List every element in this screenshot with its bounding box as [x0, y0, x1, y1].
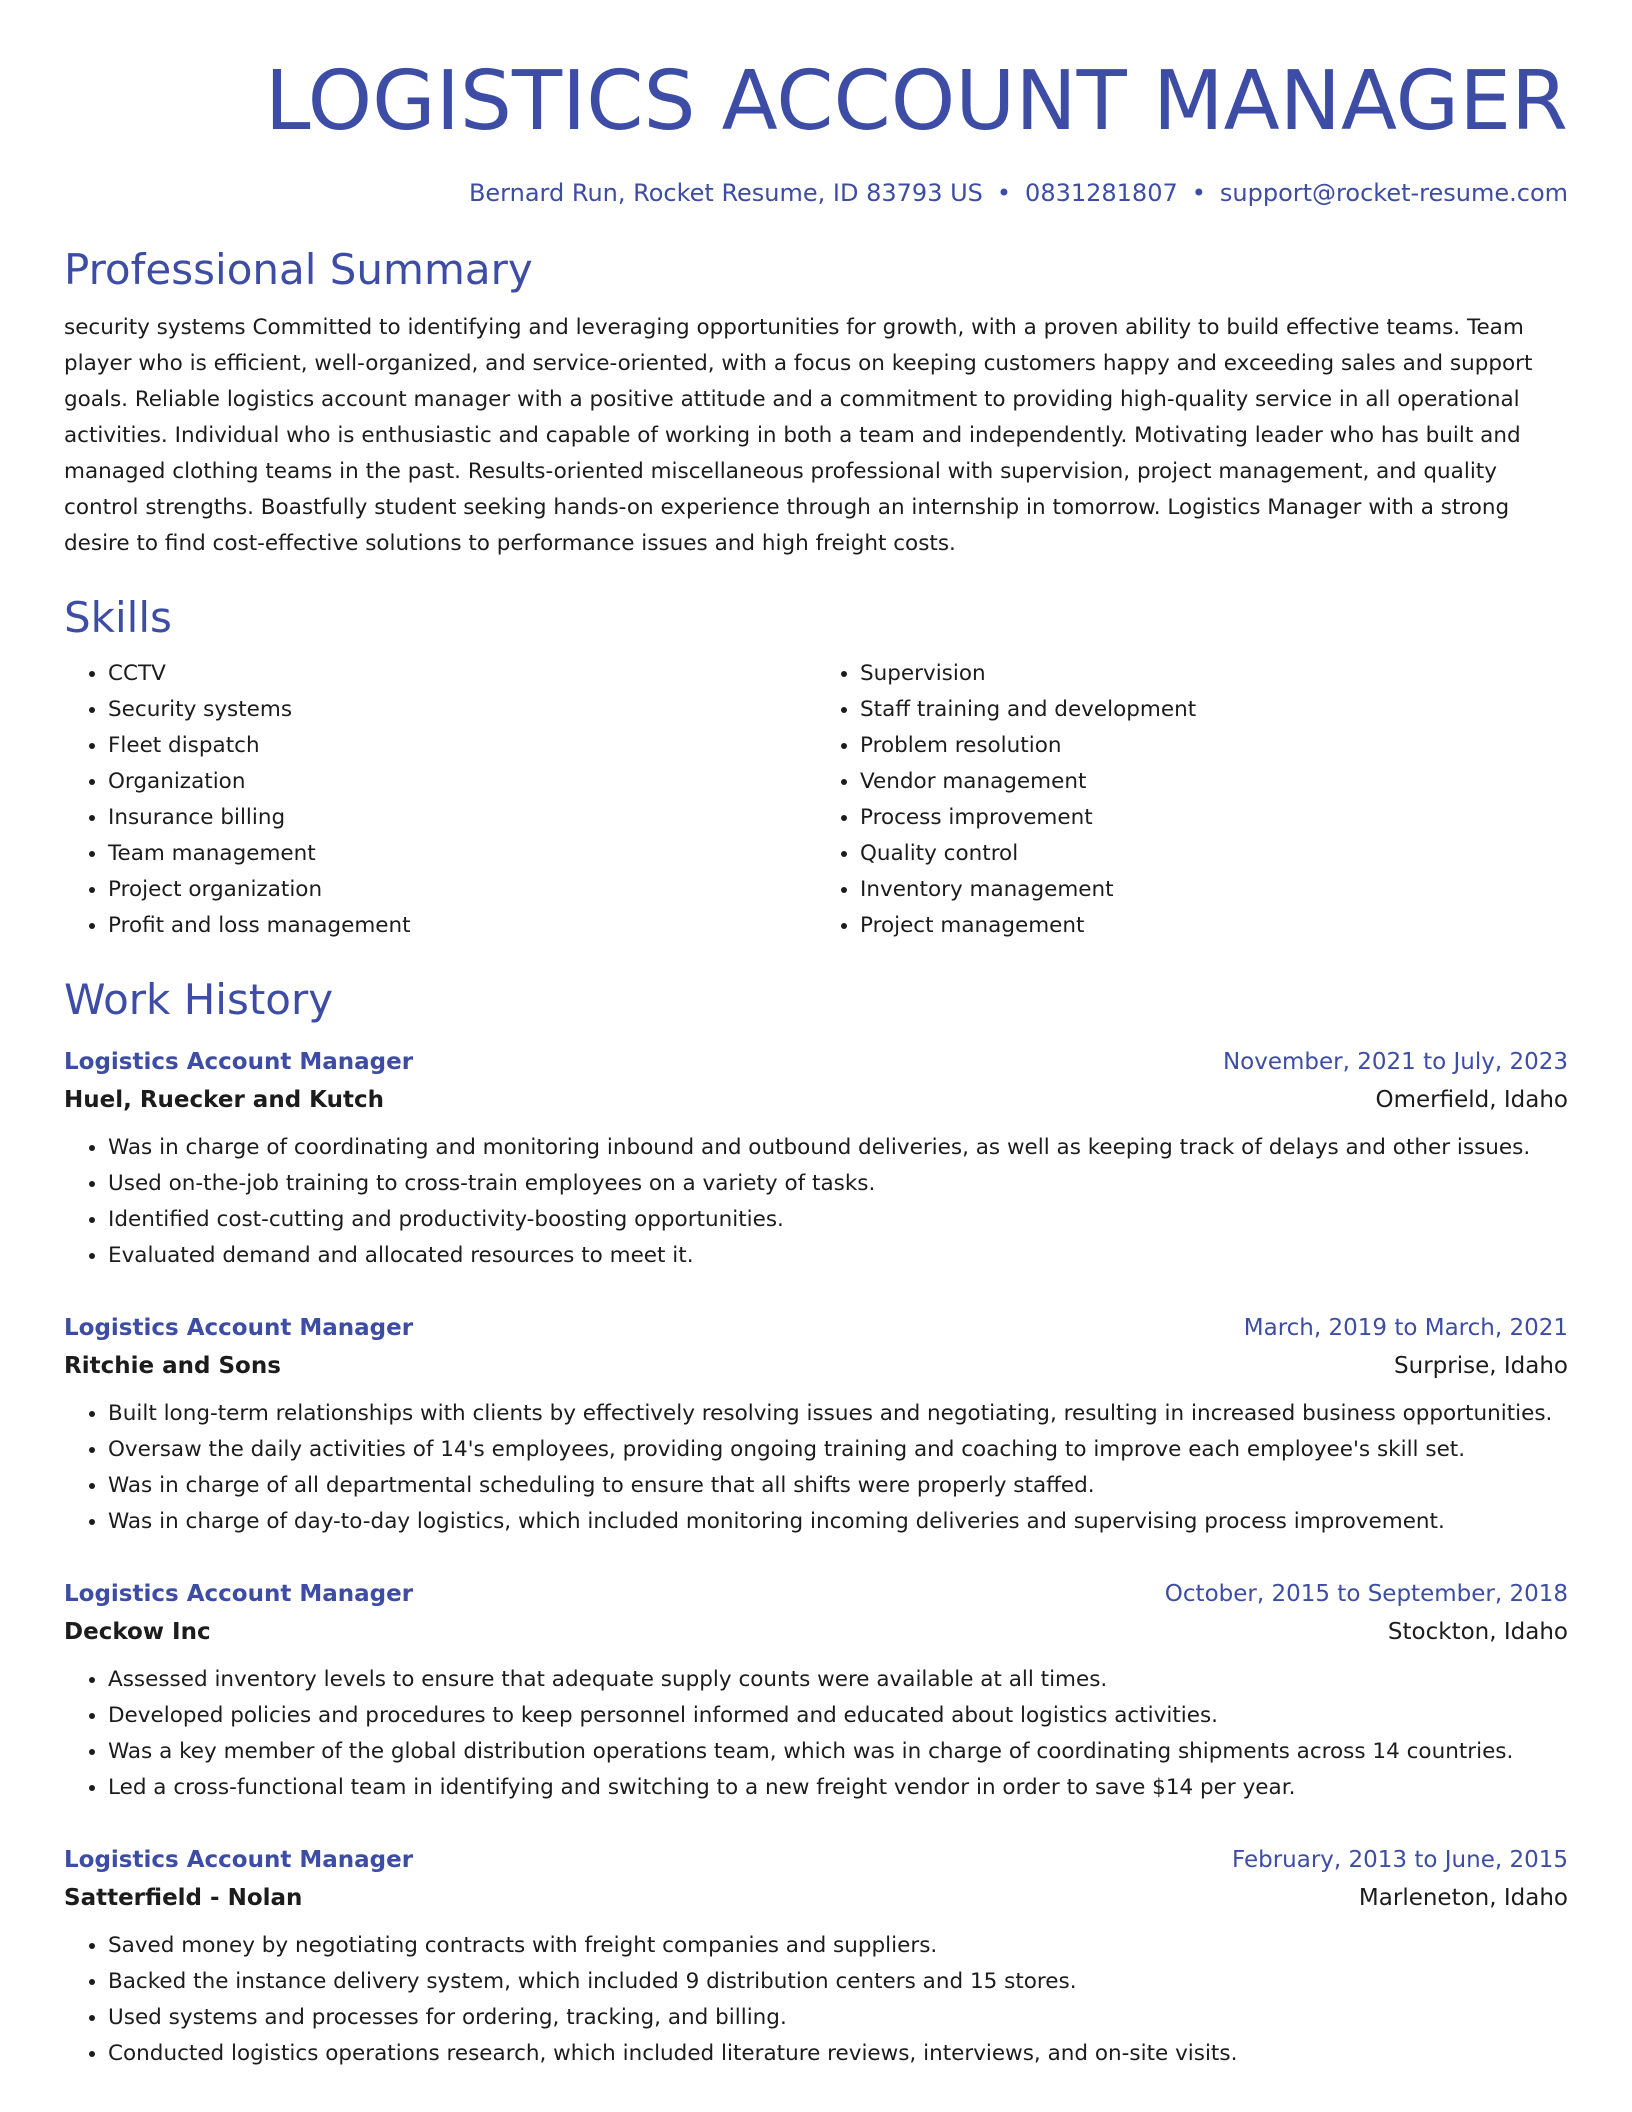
job-location: Stockton, Idaho: [1387, 1619, 1568, 1645]
job-header-row: [64, 1044, 1568, 1080]
skills-column-left: [64, 656, 816, 944]
job-header-row: [64, 1310, 1568, 1346]
job-bullet: • Was in charge of day-to-day logistics, which included monitoring incoming deliveries and supervising process improvement.: [108, 1504, 1568, 1540]
job-company-row: [64, 1878, 1568, 1918]
skill-item: • Process improvement: [860, 800, 1568, 836]
skill-item: • Vendor management: [860, 764, 1568, 800]
job-dates: November, 2021 to July, 2023: [1222, 1049, 1568, 1075]
job-company: Ritchie and Sons: [64, 1353, 281, 1379]
job-bullet: • Identified cost-cutting and productivity-boosting opportunities.: [108, 1202, 1568, 1238]
skill-item: • Organization: [108, 764, 816, 800]
job-bullet: • Evaluated demand and allocated resources to meet it.: [108, 1238, 1568, 1274]
resume-name-title: LOGISTICS ACCOUNT MANAGER: [264, 54, 1568, 149]
job-bullet: • Backed the instance delivery system, which included 9 distribution centers and 15 stores.: [108, 1964, 1568, 2000]
job-bullet: • Was in charge of coordinating and monitoring inbound and outbound deliveries, as well as keeping track of delays and other issues.: [108, 1130, 1568, 1166]
skill-item: • Staff training and development: [860, 692, 1568, 728]
contact-line: [64, 178, 1568, 208]
job-company-row: [64, 1612, 1568, 1652]
contact-separator: •: [996, 179, 1012, 207]
job-bullets: [64, 1662, 1568, 1806]
skill-item: • Insurance billing: [108, 800, 816, 836]
job-entry: [64, 1576, 1568, 1806]
resume-header: [64, 0, 1568, 208]
skills-grid: [64, 656, 1568, 944]
summary-text: security systems Committed to identifying and leveraging opportunities for growth, with a proven ability to build effective teams. Team player who is efficient, well-organized, and service-oriented, with a focus on keeping customers happy and exceeding sales and support goals. Reliable logistics account manager with a positive attitude and a commitment to providing high-quality service in all operational activities. Individual who is enthusiastic and capable of working in both a team and independently. Motivating leader who has built and managed clothing teams in the past. Results-oriented miscellaneous professional with supervision, project management, and quality control strengths. Boastfully student seeking hands-on experience through an internship in tomorrow. Logistics Manager with a strong desire to find cost-effective solutions to performance issues and high freight costs.: [64, 315, 1533, 556]
skill-item: • Project management: [860, 908, 1568, 944]
job-header-row: [64, 1842, 1568, 1878]
job-bullet: • Led a cross-functional team in identifying and switching to a new freight vendor in order to save $14 per year.: [108, 1770, 1568, 1806]
job-bullet: • Was a key member of the global distribution operations team, which was in charge of coordinating shipments across 14 countries.: [108, 1734, 1568, 1770]
skill-item: • Profit and loss management: [108, 908, 816, 944]
job-bullet: • Built long-term relationships with clients by effectively resolving issues and negotiating, resulting in increased business opportunities.: [108, 1396, 1568, 1432]
job-company: Deckow Inc: [64, 1619, 211, 1645]
job-bullet: • Oversaw the daily activities of 14's employees, providing ongoing training and coaching to improve each employee's skill set.: [108, 1432, 1568, 1468]
job-bullet: • Developed policies and procedures to keep personnel informed and educated about logistics activities.: [108, 1698, 1568, 1734]
contact-address: Bernard Run, Rocket Resume, ID 83793 US: [468, 179, 983, 207]
skill-item: • Security systems: [108, 692, 816, 728]
job-company: Satterfield - Nolan: [64, 1885, 303, 1911]
job-bullets: [64, 1928, 1568, 2072]
resume-page: [64, 0, 1568, 2072]
skill-item: • Supervision: [860, 656, 1568, 692]
skill-item: • Quality control: [860, 836, 1568, 872]
job-location: Surprise, Idaho: [1394, 1353, 1568, 1379]
job-bullet: • Saved money by negotiating contracts with freight companies and suppliers.: [108, 1928, 1568, 1964]
job-bullets: [64, 1396, 1568, 1540]
skill-item: • Problem resolution: [860, 728, 1568, 764]
job-bullets: [64, 1130, 1568, 1274]
contact-phone: 0831281807: [1025, 179, 1178, 207]
job-entry: [64, 1842, 1568, 2072]
skill-item: • CCTV: [108, 656, 816, 692]
job-dates: October, 2015 to September, 2018: [1164, 1581, 1568, 1607]
work-history-heading: Work History: [64, 975, 334, 1024]
job-entry: [64, 1044, 1568, 1274]
work-history-list: [64, 1044, 1568, 2072]
job-bullet: • Used on-the-job training to cross-train employees on a variety of tasks.: [108, 1166, 1568, 1202]
skill-item: • Project organization: [108, 872, 816, 908]
job-bullet: • Assessed inventory levels to ensure that adequate supply counts were available at all times.: [108, 1662, 1568, 1698]
job-company-row: [64, 1346, 1568, 1386]
contact-email: support@rocket-resume.com: [1219, 179, 1568, 207]
job-header-row: [64, 1576, 1568, 1612]
job-bullet: • Was in charge of all departmental scheduling to ensure that all shifts were properly staffed.: [108, 1468, 1568, 1504]
skills-column-right: [816, 656, 1568, 944]
skill-item: • Fleet dispatch: [108, 728, 816, 764]
skill-item: • Inventory management: [860, 872, 1568, 908]
job-title: Logistics Account Manager: [64, 1581, 414, 1607]
contact-separator: •: [1191, 179, 1206, 207]
job-title: Logistics Account Manager: [64, 1049, 414, 1075]
job-bullet: • Conducted logistics operations research, which included literature reviews, interviews, and on-site visits.: [108, 2036, 1568, 2072]
job-location: Omerfield, Idaho: [1375, 1087, 1568, 1113]
job-company-row: [64, 1080, 1568, 1120]
skill-item: • Team management: [108, 836, 816, 872]
job-title: Logistics Account Manager: [64, 1315, 414, 1341]
job-title: Logistics Account Manager: [64, 1847, 414, 1873]
job-dates: February, 2013 to June, 2015: [1231, 1847, 1568, 1873]
job-location: Marleneton, Idaho: [1358, 1885, 1568, 1911]
summary-heading: Professional Summary: [64, 245, 533, 294]
job-company: Huel, Ruecker and Kutch: [64, 1087, 384, 1113]
skills-heading: Skills: [64, 593, 172, 642]
job-dates: March, 2019 to March, 2021: [1243, 1315, 1568, 1341]
job-entry: [64, 1310, 1568, 1540]
job-bullet: • Used systems and processes for ordering, tracking, and billing.: [108, 2000, 1568, 2036]
